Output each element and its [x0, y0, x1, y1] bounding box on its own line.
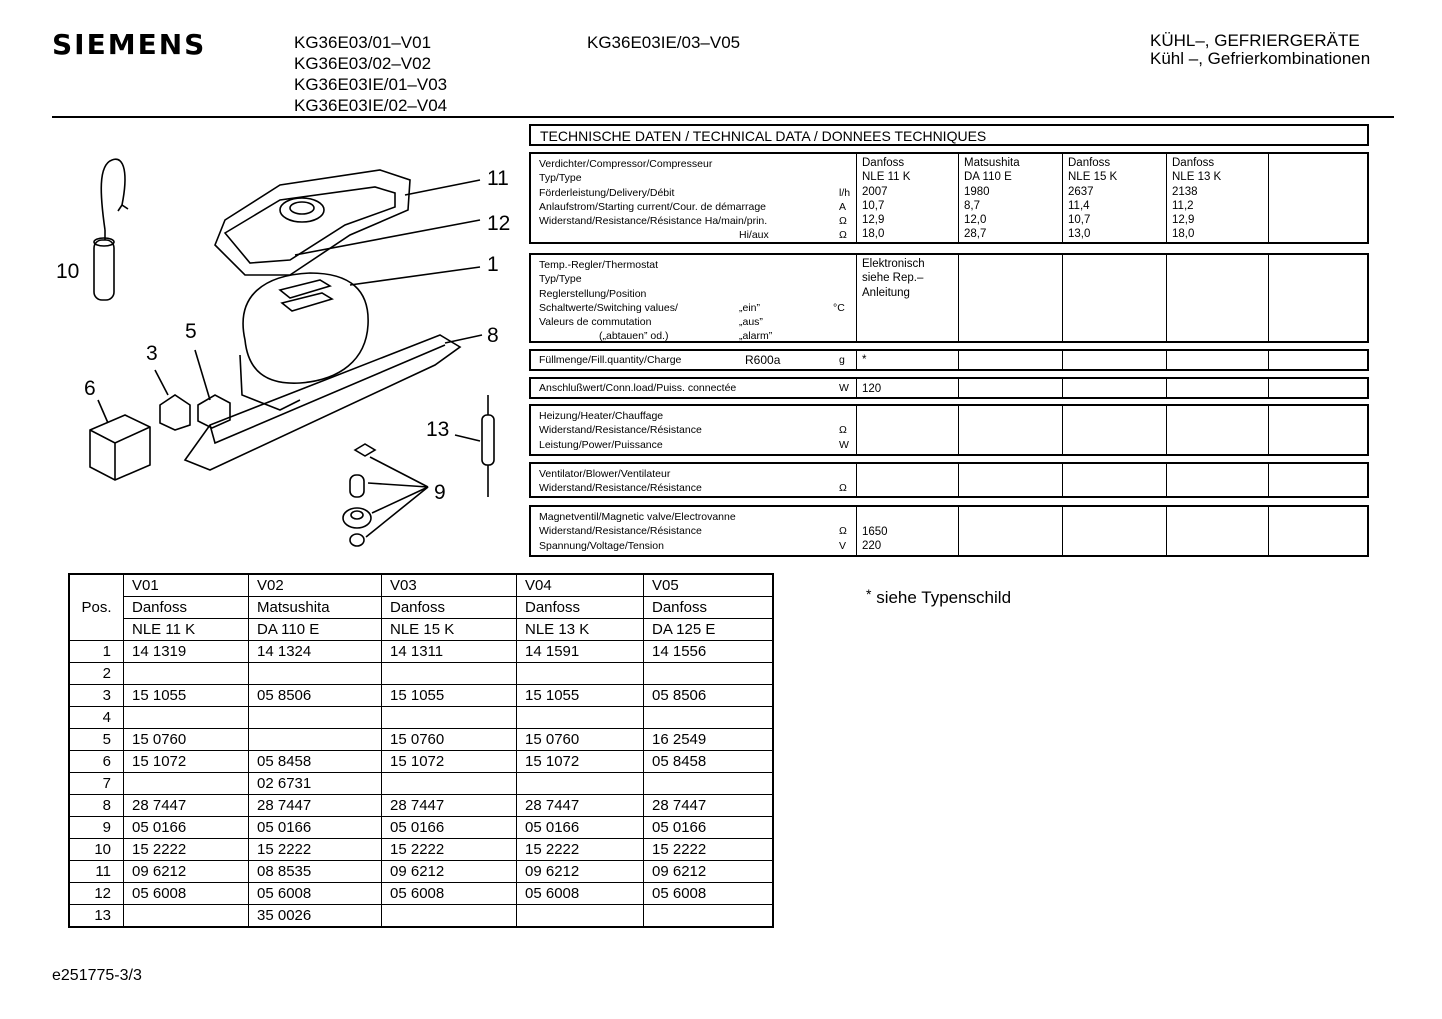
tech-label: Anschlußwert/Conn.load/Puiss. connectée W — [539, 382, 849, 394]
part-number-cell — [644, 663, 774, 685]
part-number-cell: 09 6212 — [517, 861, 644, 883]
part-number-cell — [382, 773, 517, 795]
tech-label: Leistung/Power/Puissance W — [539, 438, 849, 451]
table-row — [69, 773, 773, 795]
part-number-cell: 05 6008 — [644, 883, 774, 905]
callout-6: 6 — [84, 377, 96, 400]
table-row — [69, 883, 773, 905]
tech-heater-section — [529, 404, 1369, 456]
tech-label: Typ/Type — [539, 172, 582, 185]
thermostat-col-1: Elektronisch siehe Rep.– Anleitung — [857, 255, 959, 341]
table-row — [69, 817, 773, 839]
version-header: V02 — [249, 574, 382, 597]
part-number-cell: 09 6212 — [124, 861, 249, 883]
part-number-cell: 05 6008 — [382, 883, 517, 905]
part-number-cell: 05 8506 — [249, 685, 382, 707]
tech-label: Typ/Type — [539, 273, 582, 286]
part-number-cell: 15 1072 — [124, 751, 249, 773]
part-number-cell: 05 0166 — [382, 817, 517, 839]
pos-cell: 7 — [69, 773, 124, 795]
part-number-cell — [644, 773, 774, 795]
table-header-row — [69, 619, 773, 641]
model-line: KG36E03IE/02–V04 — [294, 96, 448, 115]
callout-5: 5 — [185, 320, 197, 343]
compressor-col-4: Danfoss NLE 13 K 2138 11,2 12,9 18,0 — [1167, 154, 1269, 242]
maker-header: Matsushita — [249, 597, 382, 619]
part-number-cell: 15 2222 — [644, 839, 774, 861]
part-number-cell — [382, 663, 517, 685]
document-id: e251775-3/3 — [52, 967, 142, 984]
tech-label: Valeurs de commutation „aus” — [539, 316, 763, 329]
part-number-cell: 05 0166 — [249, 817, 382, 839]
version-header: V04 — [517, 574, 644, 597]
callout-1: 1 — [487, 253, 499, 276]
part-number-cell: 14 1556 — [644, 641, 774, 663]
part-number-cell: 15 2222 — [124, 839, 249, 861]
category-line-1: KÜHL–, GEFRIERGERÄTE — [1150, 31, 1360, 50]
model-v05: KG36E03IE/03–V05 — [587, 33, 741, 52]
table-header-row — [69, 574, 773, 597]
part-number-cell: 15 0760 — [382, 729, 517, 751]
part-number-cell: 15 1055 — [517, 685, 644, 707]
part-number-cell: 05 0166 — [517, 817, 644, 839]
tech-compressor-section — [529, 152, 1369, 244]
model-list — [294, 32, 447, 116]
callout-11: 11 — [487, 167, 509, 190]
tech-label: Heizung/Heater/Chauffage — [539, 410, 664, 422]
part-number-cell — [124, 773, 249, 795]
tech-label: Anlaufstrom/Starting current/Cour. de démarrage A — [539, 200, 847, 213]
model-header: NLE 13 K — [517, 619, 644, 641]
table-row — [69, 751, 773, 773]
maker-header: Danfoss — [517, 597, 644, 619]
part-number-cell: 15 2222 — [517, 839, 644, 861]
table-row — [69, 839, 773, 861]
category-line-2: Kühl –, Gefrierkombinationen — [1150, 49, 1371, 68]
pos-header: Pos. — [69, 574, 124, 641]
tech-label: („abtauen” od.) „alarm” — [599, 330, 773, 343]
part-number-cell — [249, 729, 382, 751]
tech-label: Förderleistung/Delivery/Débit l/h — [539, 186, 851, 199]
tech-label: Hi/aux Ω — [739, 229, 847, 242]
version-header: V05 — [644, 574, 774, 597]
part-number-cell: 09 6212 — [382, 861, 517, 883]
pos-cell: 1 — [69, 641, 124, 663]
valve-values: 1650 220 — [857, 507, 959, 555]
model-header: DA 125 E — [644, 619, 774, 641]
load-value: 120 — [857, 379, 959, 397]
tech-load-section — [529, 377, 1369, 399]
tech-fill-section — [529, 349, 1369, 371]
pos-cell: 8 — [69, 795, 124, 817]
model-line: KG36E03/01–V01 — [294, 33, 432, 52]
tech-label: Widerstand/Resistance/Résistance Ω — [539, 424, 847, 437]
part-number-cell: 02 6731 — [249, 773, 382, 795]
tech-label: Ventilator/Blower/Ventilateur — [539, 468, 671, 480]
part-number-cell: 15 1055 — [124, 685, 249, 707]
part-number-cell: 14 1591 — [517, 641, 644, 663]
compressor-col-2: Matsushita DA 110 E 1980 8,7 12,0 28,7 — [959, 154, 1063, 242]
tech-data-title: TECHNISCHE DATEN / TECHNICAL DATA / DONNEES TECHNIQUES — [529, 124, 1369, 146]
callout-13: 13 — [426, 418, 450, 441]
part-number-cell: 28 7447 — [124, 795, 249, 817]
maker-header: Danfoss — [382, 597, 517, 619]
model-header: NLE 11 K — [124, 619, 249, 641]
pos-cell: 2 — [69, 663, 124, 685]
table-row — [69, 905, 773, 928]
part-number-cell — [249, 707, 382, 729]
part-number-cell: 05 8458 — [249, 751, 382, 773]
part-number-cell: 05 8458 — [644, 751, 774, 773]
model-line: KG36E03/02–V02 — [294, 54, 432, 73]
pos-cell: 11 — [69, 861, 124, 883]
part-number-cell: 05 6008 — [249, 883, 382, 905]
pos-cell: 13 — [69, 905, 124, 928]
parts-table — [68, 573, 774, 928]
model-header: NLE 15 K — [382, 619, 517, 641]
tech-label: Verdichter/Compressor/Compresseur — [539, 158, 713, 170]
part-number-cell: 16 2549 — [644, 729, 774, 751]
table-row — [69, 729, 773, 751]
part-number-cell: 15 2222 — [249, 839, 382, 861]
part-number-cell: 14 1319 — [124, 641, 249, 663]
pos-cell: 6 — [69, 751, 124, 773]
part-number-cell: 35 0026 — [249, 905, 382, 928]
maker-header: Danfoss — [124, 597, 249, 619]
part-number-cell: 15 1072 — [382, 751, 517, 773]
part-number-cell: 15 2222 — [382, 839, 517, 861]
tech-label: Füllmenge/Fill.quantity/Charge R600a g — [539, 353, 845, 367]
tech-label: Widerstand/Resistance/Résistance Ω — [539, 482, 847, 495]
compressor-col-5 — [1269, 154, 1367, 242]
pos-cell: 9 — [69, 817, 124, 839]
table-row — [69, 795, 773, 817]
model-header: DA 110 E — [249, 619, 382, 641]
part-number-cell — [249, 663, 382, 685]
siemens-logo: SIEMENS — [52, 28, 207, 61]
header-divider — [52, 116, 1394, 118]
tech-blower-section — [529, 462, 1369, 498]
table-row — [69, 641, 773, 663]
pos-cell: 3 — [69, 685, 124, 707]
callout-9: 9 — [434, 481, 446, 504]
part-number-cell: 28 7447 — [517, 795, 644, 817]
part-number-cell: 05 8506 — [644, 685, 774, 707]
tech-label: Magnetventil/Magnetic valve/Electrovanne — [539, 511, 736, 523]
category-title — [1150, 30, 1370, 69]
version-header: V03 — [382, 574, 517, 597]
tech-label: Widerstand/Resistance/Résistance Ha/main/prin. Ω — [539, 215, 847, 228]
table-header-row — [69, 597, 773, 619]
pos-cell: 12 — [69, 883, 124, 905]
model-line: KG36E03IE/01–V03 — [294, 75, 448, 94]
part-number-cell: 28 7447 — [249, 795, 382, 817]
callout-12: 12 — [487, 212, 511, 235]
part-number-cell — [124, 905, 249, 928]
part-number-cell — [124, 707, 249, 729]
tech-thermostat-section — [529, 253, 1369, 343]
compressor-col-3: Danfoss NLE 15 K 2637 11,4 10,7 13,0 — [1063, 154, 1167, 242]
part-number-cell: 05 0166 — [644, 817, 774, 839]
part-number-cell: 15 0760 — [124, 729, 249, 751]
part-number-cell: 09 6212 — [644, 861, 774, 883]
version-header: V01 — [124, 574, 249, 597]
tech-label: Spannung/Voltage/Tension V — [539, 539, 847, 552]
compressor-col-1: Danfoss NLE 11 K 2007 10,7 12,9 18,0 — [857, 154, 959, 242]
table-row — [69, 663, 773, 685]
pos-cell: 4 — [69, 707, 124, 729]
part-number-cell — [644, 707, 774, 729]
part-number-cell: 15 1072 — [517, 751, 644, 773]
part-number-cell: 05 6008 — [517, 883, 644, 905]
part-number-cell: 05 6008 — [124, 883, 249, 905]
part-number-cell: 05 0166 — [124, 817, 249, 839]
table-row — [69, 685, 773, 707]
tech-label: Reglerstellung/Position — [539, 287, 647, 300]
part-number-cell: 28 7447 — [382, 795, 517, 817]
cable-line — [101, 159, 125, 230]
table-row — [69, 861, 773, 883]
fill-value: * — [857, 351, 959, 369]
tech-valve-section — [529, 505, 1369, 557]
part-number-cell — [644, 905, 774, 928]
part-number-cell: 14 1324 — [249, 641, 382, 663]
part-number-cell: 14 1311 — [382, 641, 517, 663]
part-number-cell — [382, 707, 517, 729]
part-number-cell: 08 8535 — [249, 861, 382, 883]
footnote: * siehe Typenschild — [866, 586, 1012, 607]
callout-8: 8 — [487, 324, 499, 347]
pos-cell: 5 — [69, 729, 124, 751]
part-number-cell: 28 7447 — [644, 795, 774, 817]
part-number-cell — [382, 905, 517, 928]
part-number-cell — [517, 773, 644, 795]
part-number-cell — [517, 707, 644, 729]
part-number-cell — [124, 663, 249, 685]
table-row — [69, 707, 773, 729]
part-number-cell — [517, 905, 644, 928]
part-number-cell: 15 1055 — [382, 685, 517, 707]
callout-3: 3 — [146, 342, 158, 365]
tech-label: Schaltwerte/Switching values/ „ein” °C — [539, 301, 845, 314]
tech-label: Widerstand/Resistance/Résistance Ω — [539, 525, 847, 538]
maker-header: Danfoss — [644, 597, 774, 619]
callout-10: 10 — [56, 260, 80, 283]
part-number-cell: 15 0760 — [517, 729, 644, 751]
tech-label: Temp.-Regler/Thermostat — [539, 259, 659, 271]
part-number-cell — [517, 663, 644, 685]
compressor-exploded-diagram — [50, 125, 520, 555]
pos-cell: 10 — [69, 839, 124, 861]
